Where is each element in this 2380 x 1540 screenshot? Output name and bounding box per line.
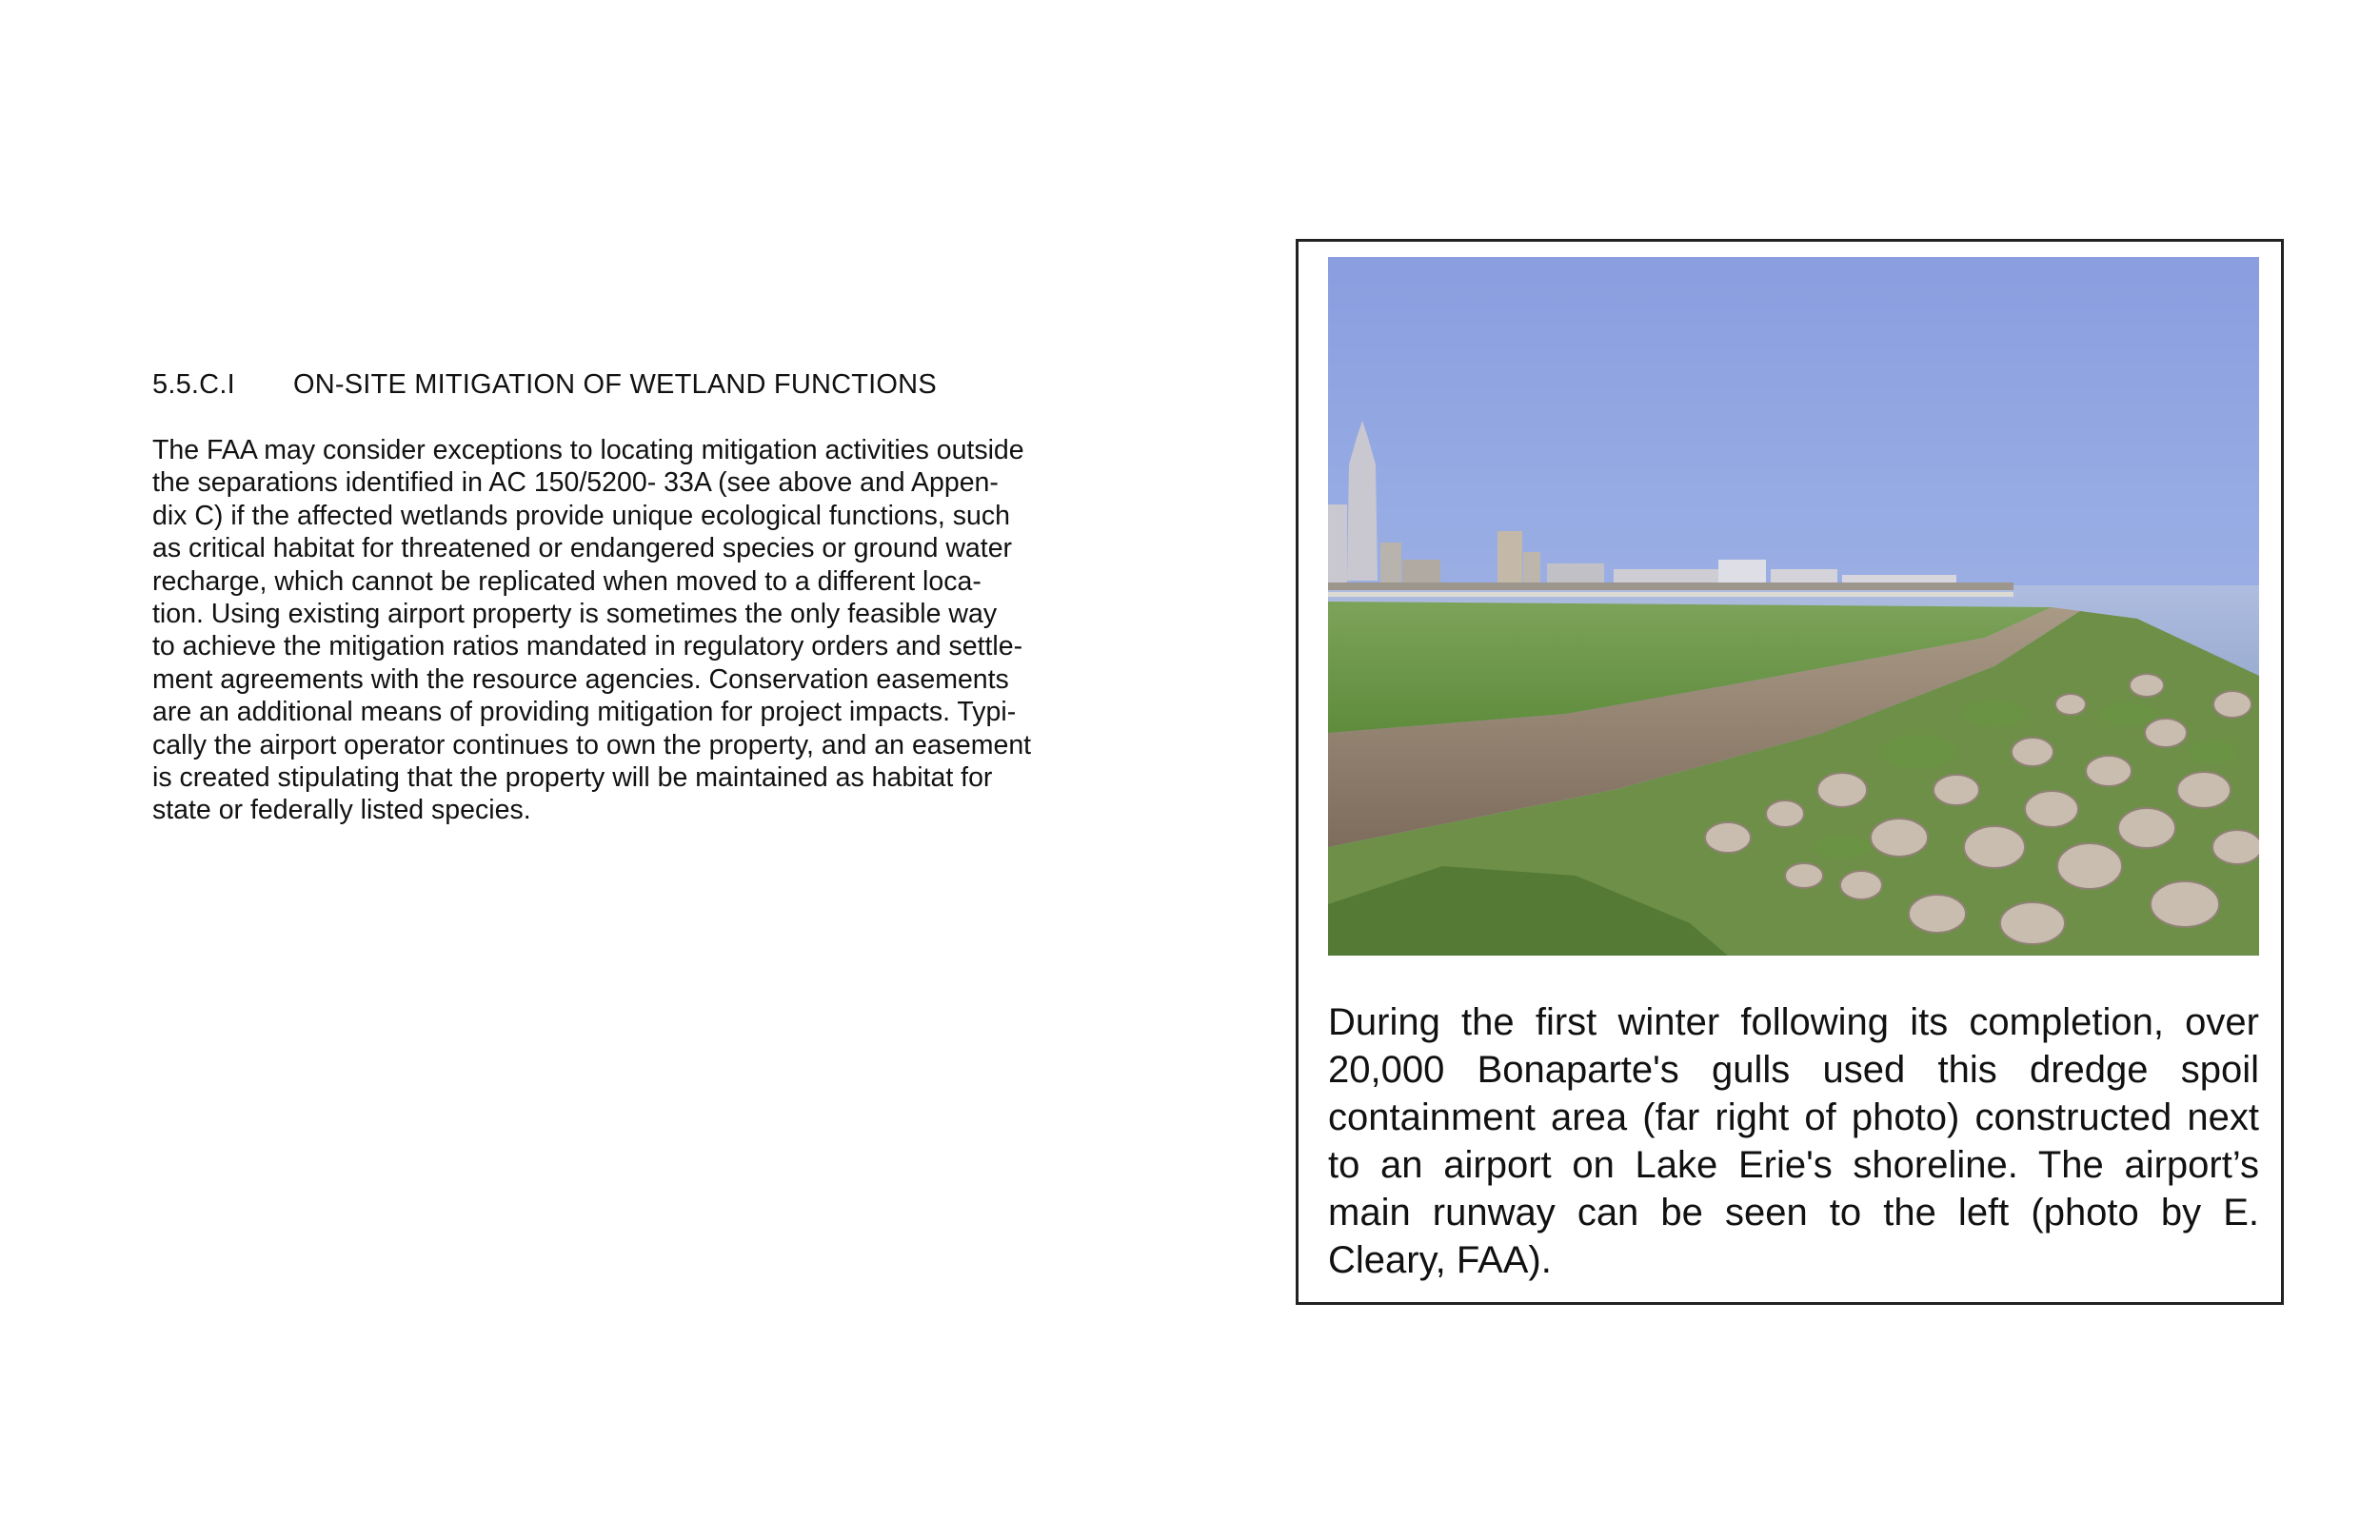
caption-line: During the first winter following its completion, over bbox=[1328, 1001, 2259, 1043]
caption-line: to an airport on Lake Erie's shoreline. The airport’s bbox=[1328, 1144, 2259, 1186]
body-line: are an additional means of providing mitigation for project impacts. Typi- bbox=[152, 697, 1017, 728]
body-line: ment agreements with the resource agencies. Conservation easements bbox=[152, 663, 1009, 695]
caption-line: containment area (far right of photo) constructed next bbox=[1328, 1096, 2259, 1138]
caption-line: Cleary, FAA). bbox=[1328, 1239, 1552, 1281]
section-title: ON-SITE MITIGATION OF WETLAND FUNCTIONS bbox=[293, 369, 937, 400]
body-paragraph bbox=[152, 434, 1066, 827]
body-line: cally the airport operator continues to own the property, and an easement bbox=[152, 729, 1032, 760]
body-line: tion. Using existing airport property is sometimes the only feasible way bbox=[152, 599, 998, 630]
figure-box bbox=[1296, 239, 2284, 1305]
section-heading bbox=[152, 369, 937, 401]
body-line: is created stipulating that the property will be maintained as habitat for bbox=[152, 762, 993, 794]
body-line: dix C) if the affected wetlands provide unique ecological functions, such bbox=[152, 500, 1010, 531]
caption-line: main runway can be seen to the left (photo by E. bbox=[1328, 1192, 2259, 1234]
shoreline-photo bbox=[1328, 257, 2259, 956]
body-line: the separations identified in AC 150/5200- 33A (see above and Appen- bbox=[152, 467, 999, 499]
caption-line: 20,000 Bonaparte's gulls used this dredge spoil bbox=[1328, 1049, 2259, 1091]
body-line: as critical habitat for threatened or endangered species or ground water bbox=[152, 533, 1013, 564]
body-line: The FAA may consider exceptions to locating mitigation activities outside bbox=[152, 435, 1024, 465]
section-number: 5.5.C.I bbox=[152, 369, 235, 400]
figure-caption bbox=[1328, 998, 2259, 1284]
body-line: to achieve the mitigation ratios mandated in regulatory orders and settle- bbox=[152, 631, 1023, 662]
body-line: recharge, which cannot be replicated when moved to a different loca- bbox=[152, 565, 982, 597]
body-line: state or federally listed species. bbox=[152, 795, 531, 826]
